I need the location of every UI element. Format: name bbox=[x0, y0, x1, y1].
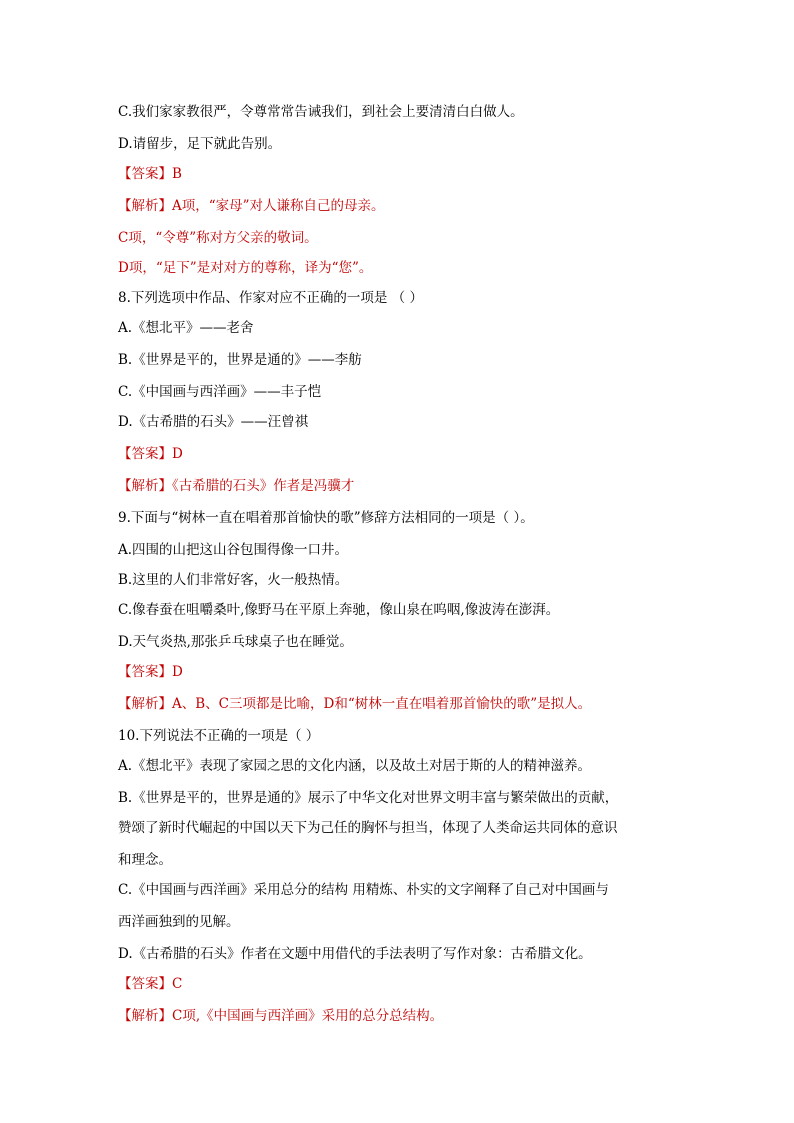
option-line: C.《中国画与西洋画》——丰子恺 bbox=[118, 384, 322, 400]
option-line: D.请留步，足下就此告别。 bbox=[118, 136, 282, 152]
option-line: D.《古希腊的石头》——汪曾祺 bbox=[118, 414, 309, 430]
option-line: D.《古希腊的石头》作者在文题中用借代的手法表明了写作对象：古希腊文化。 bbox=[118, 946, 592, 962]
answer-line: 【答案】C bbox=[118, 976, 183, 992]
option-line: 赞颂了新时代崛起的中国以天下为己任的胸怀与担当，体现了人类命运共同体的意识 bbox=[118, 820, 618, 836]
option-line: C.像春蚕在咀嚼桑叶,像野马在平原上奔驰，像山泉在呜咽,像波涛在澎湃。 bbox=[118, 602, 560, 618]
analysis-line: D项，“足下”是对对方的尊称，译为“您”。 bbox=[118, 260, 373, 276]
answer-line: 【答案】B bbox=[118, 166, 182, 182]
analysis-line: 【解析】C项,《中国画与西洋画》采用的总分总结构。 bbox=[118, 1008, 444, 1024]
option-line: 和理念。 bbox=[118, 852, 172, 868]
option-line: D.天气炎热,那张乒乓球桌子也在睡觉。 bbox=[118, 634, 353, 650]
question-line: 9.下面与“树林一直在唱着那首愉快的歌”修辞方法相同的一项是（ ）。 bbox=[118, 510, 534, 526]
analysis-line: 【解析】《古希腊的石头》作者是冯骥才 bbox=[118, 478, 355, 494]
analysis-line: 【解析】A、B、C三项都是比喻，D和“树林一直在唱着那首愉快的歌”是拟人。 bbox=[118, 696, 592, 712]
answer-line: 【答案】D bbox=[118, 446, 183, 462]
analysis-line: 【解析】A项，“家母”对人谦称自己的母亲。 bbox=[118, 198, 385, 214]
question-line: 10.下列说法不正确的一项是（ ） bbox=[118, 728, 320, 744]
answer-line: 【答案】D bbox=[118, 664, 183, 680]
option-line: A.四围的山把这山谷包围得像一口井。 bbox=[118, 542, 349, 558]
option-line: C.《中国画与西洋画》采用总分的结构 用精炼、朴实的文字阐释了自己对中国画与 bbox=[118, 882, 609, 898]
option-line: A.《想北平》表现了家园之思的文化内涵，以及故土对居于斯的人的精神滋养。 bbox=[118, 758, 592, 774]
option-line: C.我们家家教很严，令尊常常告诫我们，到社会上要清清白白做人。 bbox=[118, 104, 524, 120]
option-line: B.《世界是平的，世界是通的》展示了中华文化对世界文明丰富与繁荣做出的贡献， bbox=[118, 790, 619, 806]
option-line: A.《想北平》——老舍 bbox=[118, 320, 254, 336]
option-line: 西洋画独到的见解。 bbox=[118, 914, 240, 930]
option-line: B.这里的人们非常好客，火一般热情。 bbox=[118, 572, 349, 588]
analysis-line: C项，“令尊”称对方父亲的敬词。 bbox=[118, 230, 318, 246]
option-line: B.《世界是平的，世界是通的》——李舫 bbox=[118, 352, 362, 368]
question-line: 8.下列选项中作品、作家对应不正确的一项是 （ ） bbox=[118, 290, 423, 306]
